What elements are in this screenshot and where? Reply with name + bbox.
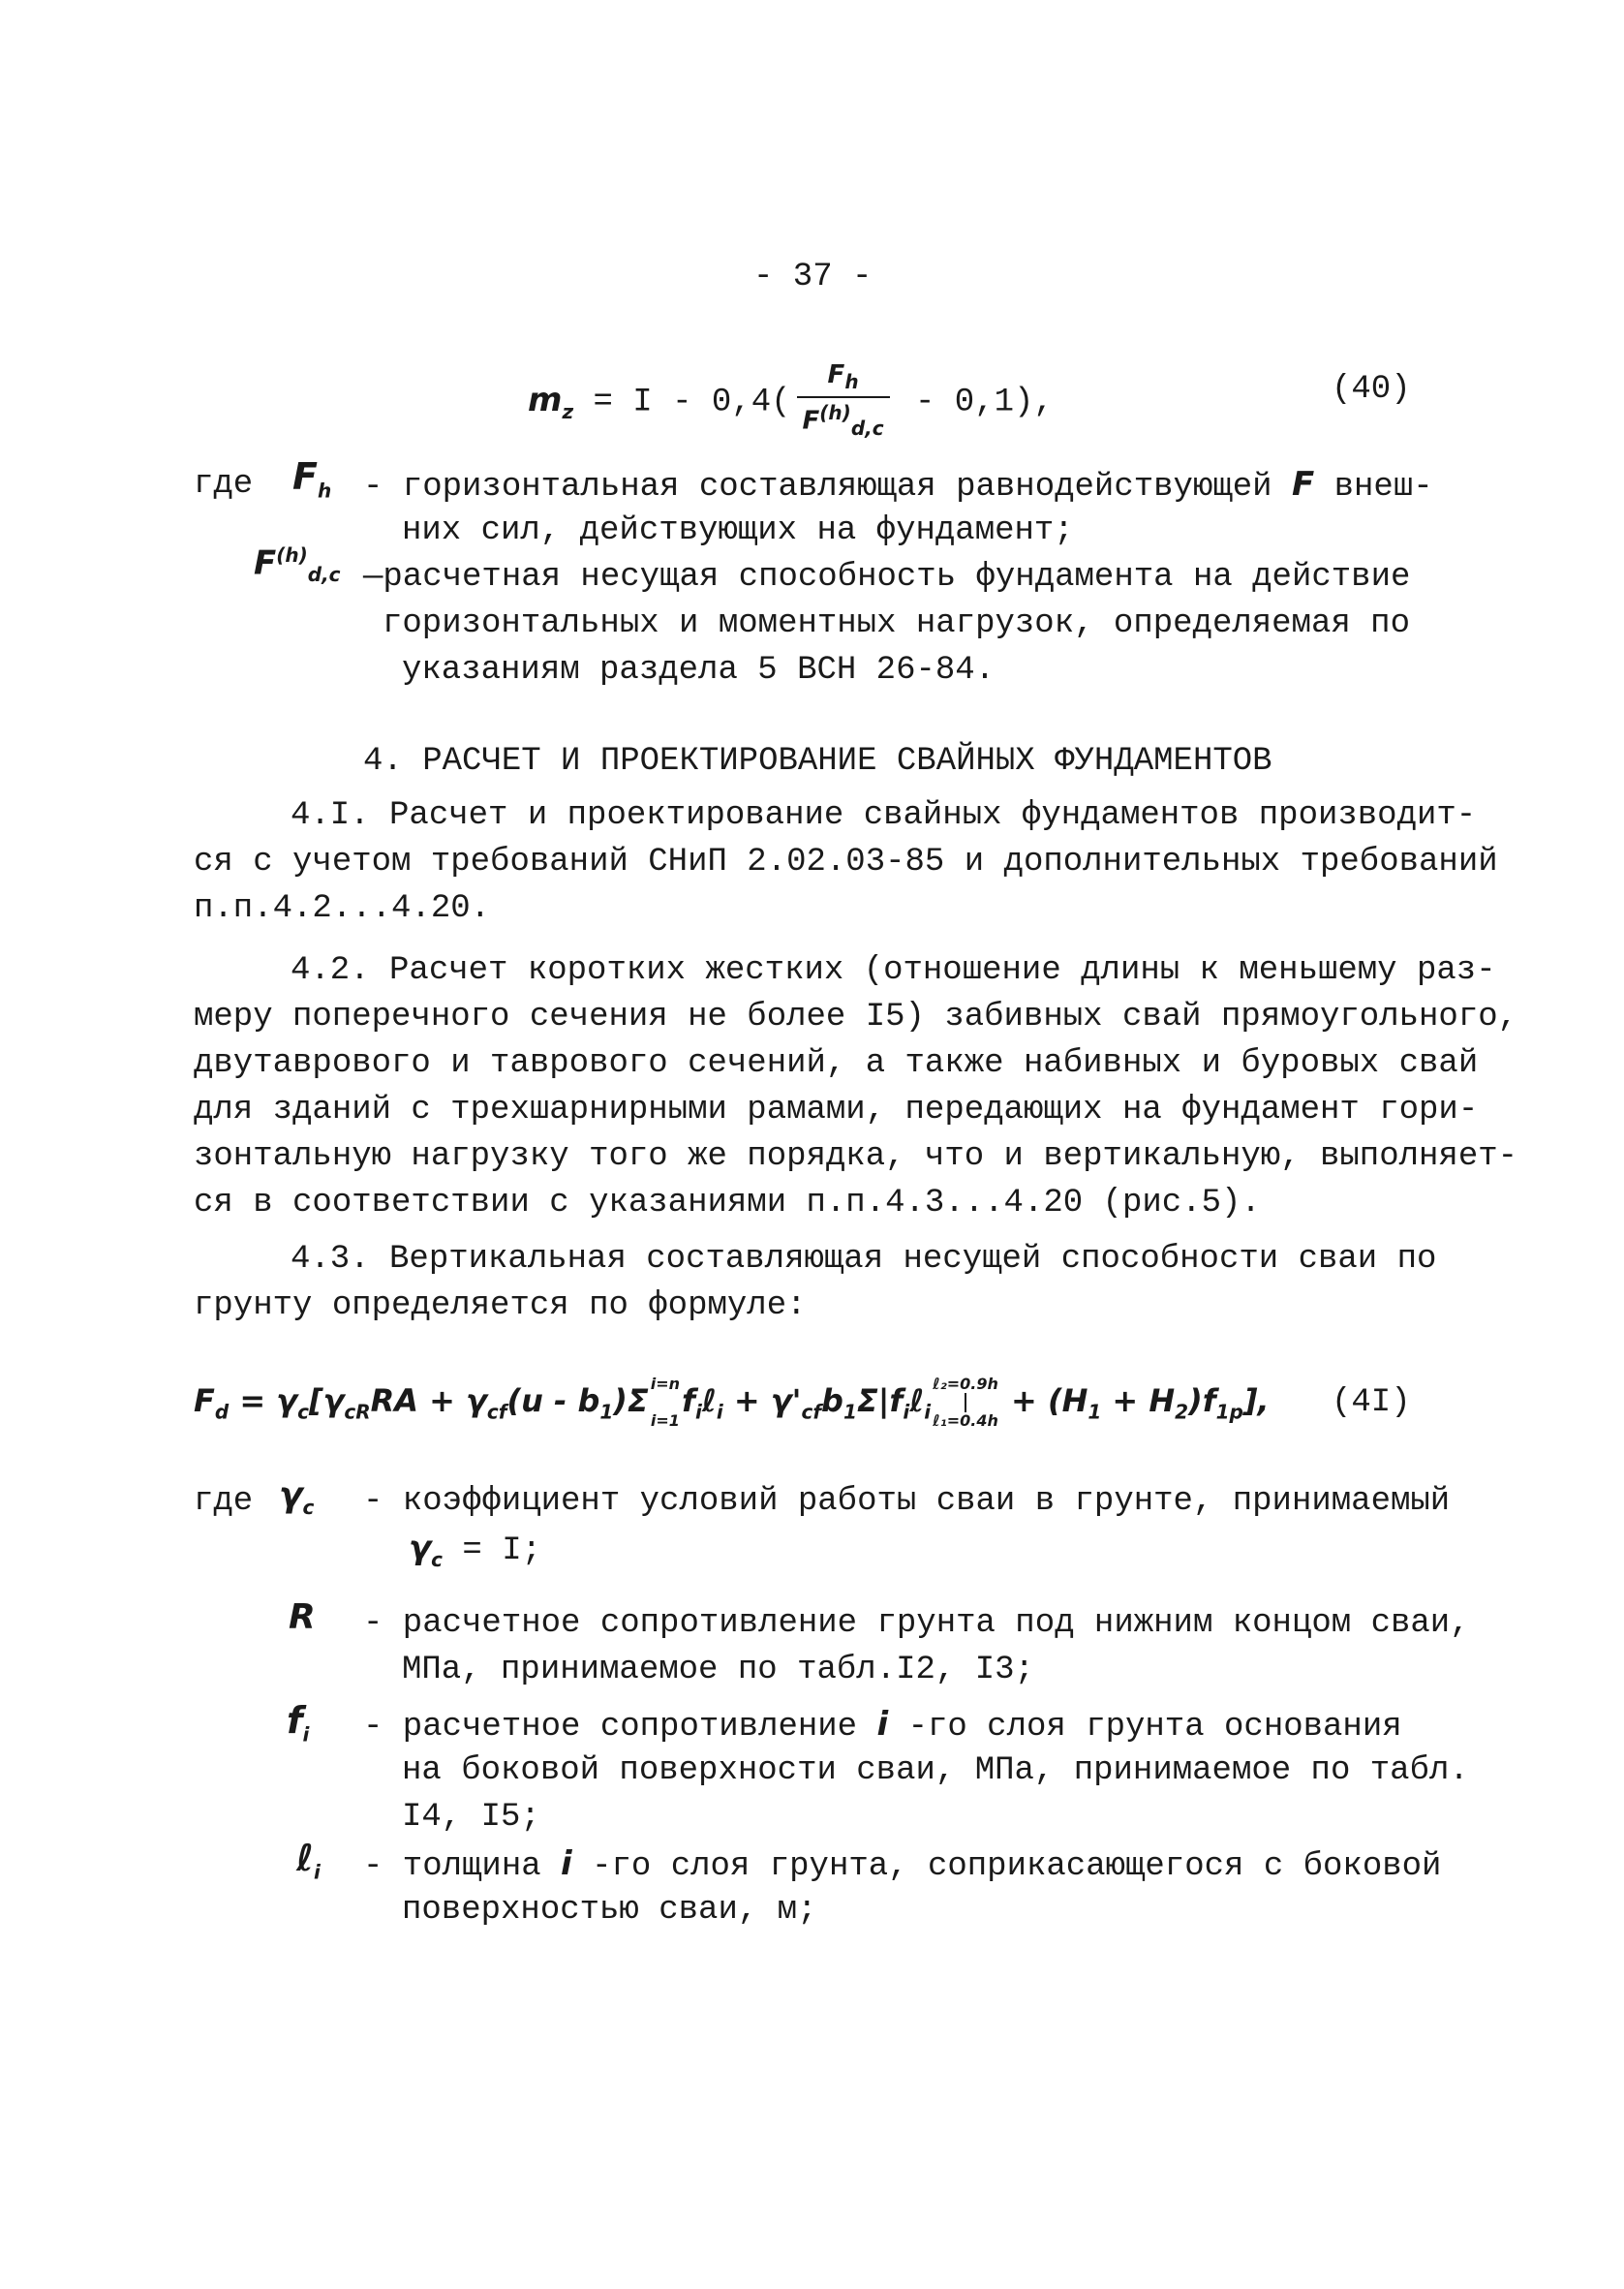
p41-line1: 4.I. Расчет и проектирование свайных фундаментов производит- <box>291 797 1477 834</box>
eq41-limit-upper: ℓ₂=0.9h <box>933 1375 998 1393</box>
where2-def3-line3: I4, I5; <box>402 1799 540 1836</box>
eq41-sum-lower: i=1 <box>650 1411 680 1430</box>
eq40-denominator: $F^{(h)}_{d,c}$ <box>802 401 884 441</box>
where2-def2-line1: - расчетное сопротивление грунта под нижним концом сваи, <box>363 1605 1470 1642</box>
eq40-numerator: $F_h$ <box>797 360 890 398</box>
where2-def4-symbol: i <box>561 1844 572 1883</box>
where2-symbol-fi: $f_i$ <box>287 1699 310 1747</box>
where2-symbol-gamma-c: $\gamma_c$ <box>279 1475 315 1520</box>
p42-line6: ся в соответствии с указаниями п.п.4.3...4.20 (рис.5). <box>194 1185 1261 1222</box>
p43-line1: 4.3. Вертикальная составляющая несущей способности сваи по <box>291 1241 1437 1278</box>
page-number: - 37 - <box>753 259 873 295</box>
where2-def4-line1: - толщина i -го слоя грунта, соприкасающегося с боковой <box>363 1844 1442 1885</box>
where2-symbol-li: ℓ$_i$ <box>296 1837 321 1884</box>
section-title: 4. РАСЧЕТ И ПРОЕКТИРОВАНИЕ СВАЙНЫХ ФУНДАМЕНТОВ <box>363 743 1272 780</box>
where1-def1-line1: - горизонтальная составляющая равнодействующей F внеш- <box>363 465 1433 506</box>
paragraph-4-3 <box>194 1236 1472 1329</box>
where2-def4-line2: поверхностью сваи, м; <box>402 1892 817 1929</box>
eq41-sum-upper: i=n <box>650 1375 681 1393</box>
eq40-body: = I - 0,4( <box>573 384 791 421</box>
p42-line5: зонтальную нагрузку того же порядка, что и вертикальную, выполняет- <box>194 1138 1518 1175</box>
p42-line2: меру поперечного сечения не более I5) забивных свай прямоугольного, <box>194 999 1518 1036</box>
where2-def1-line1: - коэффициент условий работы сваи в грунте, принимаемый <box>363 1483 1451 1520</box>
where2-def1-line2: $\gamma_c = I$; <box>409 1529 542 1571</box>
p41-line3: п.п.4.2...4.20. <box>194 890 491 927</box>
eq40-tail: - 0,1), <box>895 384 1054 421</box>
where1-def2-line2: горизонтальных и моментных нагрузок, определяемая по <box>383 605 1410 642</box>
equation-41-number: (4I) <box>1332 1384 1411 1421</box>
where1-gde: где <box>194 466 254 503</box>
where2-def2-line2: МПа, принимаемое по табл.I2, I3; <box>402 1652 1034 1688</box>
where1-def2-line1: —расчетная несущая способность фундамента на действие <box>363 559 1411 596</box>
eq40-lhs: $m_z$ <box>528 380 574 423</box>
where2-gde: где <box>194 1483 254 1520</box>
p42-line1: 4.2. Расчет коротких жестких (отношение длины к меньшему раз- <box>291 952 1496 989</box>
paragraph-4-2 <box>194 947 1518 1226</box>
where1-def1-symbol: F <box>1291 465 1315 504</box>
equation-40-number: (40) <box>1332 371 1411 408</box>
eq41-limit-lower: ℓ₁=0.4h <box>933 1411 998 1430</box>
equation-41: $F_d = \gamma_c[\gamma_{cR}RA + \gamma_{cf}(u - b_1)\Sigma$ i=n i=1 $f_i\ell_i$ + $\gamma'_{cf}b_1\Sigma|f_i\ell_i$ ℓ₂=0.9h ℓ₁=0.4h + $(H_1 + H_2)f_{1p}$], <box>194 1375 1270 1430</box>
equation-40 <box>528 360 1054 443</box>
where1-def2-line3: указаниям раздела 5 ВСН 26-84. <box>402 652 996 689</box>
eq40-fraction <box>797 360 890 443</box>
where2-def3-line1: - расчетное сопротивление i -го слоя грунта основания <box>363 1705 1402 1746</box>
where1-def1-line2: них сил, действующих на фундамент; <box>402 512 1074 549</box>
p41-line2: ся с учетом требований СНиП 2.02.03-85 и дополнительных требований <box>194 844 1498 881</box>
where2-symbol-r: R <box>289 1597 316 1637</box>
where1-symbol-fh: $F_h$ <box>292 455 332 503</box>
where2-def3-line2: на боковой поверхности сваи, МПа, принимаемое по табл. <box>402 1752 1469 1789</box>
where2-def3-symbol: i <box>876 1705 889 1744</box>
p42-line3: двутаврового и таврового сечений, а также набивных и буровых свай <box>194 1045 1479 1082</box>
p43-line2: грунту определяется по формуле: <box>194 1287 807 1324</box>
p42-line4: для зданий с трехшарнирными рамами, передающих на фундамент гори- <box>194 1092 1479 1129</box>
paragraph-4-1 <box>194 792 1498 932</box>
where1-symbol-fdc: $F^{(h)}_{d,c}$ <box>254 543 341 587</box>
